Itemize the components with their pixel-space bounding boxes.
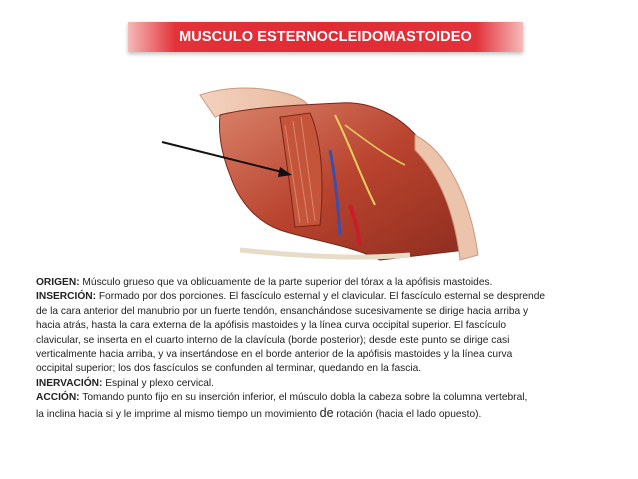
accion-line [36,406,606,422]
insercion-label: INSERCIÓN: [36,291,96,303]
origen-text: Músculo grueso que va oblicuamente de la parte superior del tórax a la apófisis mastoides. [79,277,493,288]
accion-text: de [319,405,334,420]
title-banner [128,22,523,52]
inervacion-paragraph [36,377,606,391]
accion-text: Tomando punto fijo en su inserción inferior, el músculo dobla la cabeza sobre la columna vertebral, [79,392,528,404]
accion-label: ACCIÓN: [36,392,80,404]
neck-anatomy-illustration [160,55,480,270]
inervacion-text: Espinal y plexo cervical. [102,377,214,389]
accion-text: rotación (hacia el lado opuesto). [333,408,482,420]
insercion-paragraph [36,290,606,304]
origen-label: ORIGEN: [36,277,80,288]
insercion-line: hacia atrás, hasta la cara externa de la apófisis mastoides y la línea curva occipital superior. El fascículo [36,320,506,332]
insercion-line: de la cara anterior del manubrio por un fuerte tendón, ensanchándose sucesivamente se dirige hacia arriba y [36,305,529,317]
insercion-line: occipital superior; los dos fascículos se confunden al terminar, quedando en la fascia. [36,363,422,375]
neck-mass [219,103,465,260]
description [36,276,606,422]
accion-text: la inclina hacia si y le imprime al mismo tiempo un movimiento [36,408,320,420]
origen-paragraph [36,276,606,290]
insercion-line: clavicular, se inserta en el cuarto interno de la clavícula (borde posterior); desde este punto se dirige casi [36,334,510,346]
accion-paragraph [36,391,606,405]
inervacion-label: INERVACIÓN: [36,377,103,389]
insercion-line: verticalmente hacia arriba, y va insertándose en el borde anterior de la apófisis mastoides y la línea curva [36,349,513,361]
page-title: MUSCULO ESTERNOCLEIDOMASTOIDEO [179,29,472,45]
insercion-text: Formado por dos porciones. El fascículo esternal y el clavicular. El fascículo esternal se desprende [96,291,546,303]
